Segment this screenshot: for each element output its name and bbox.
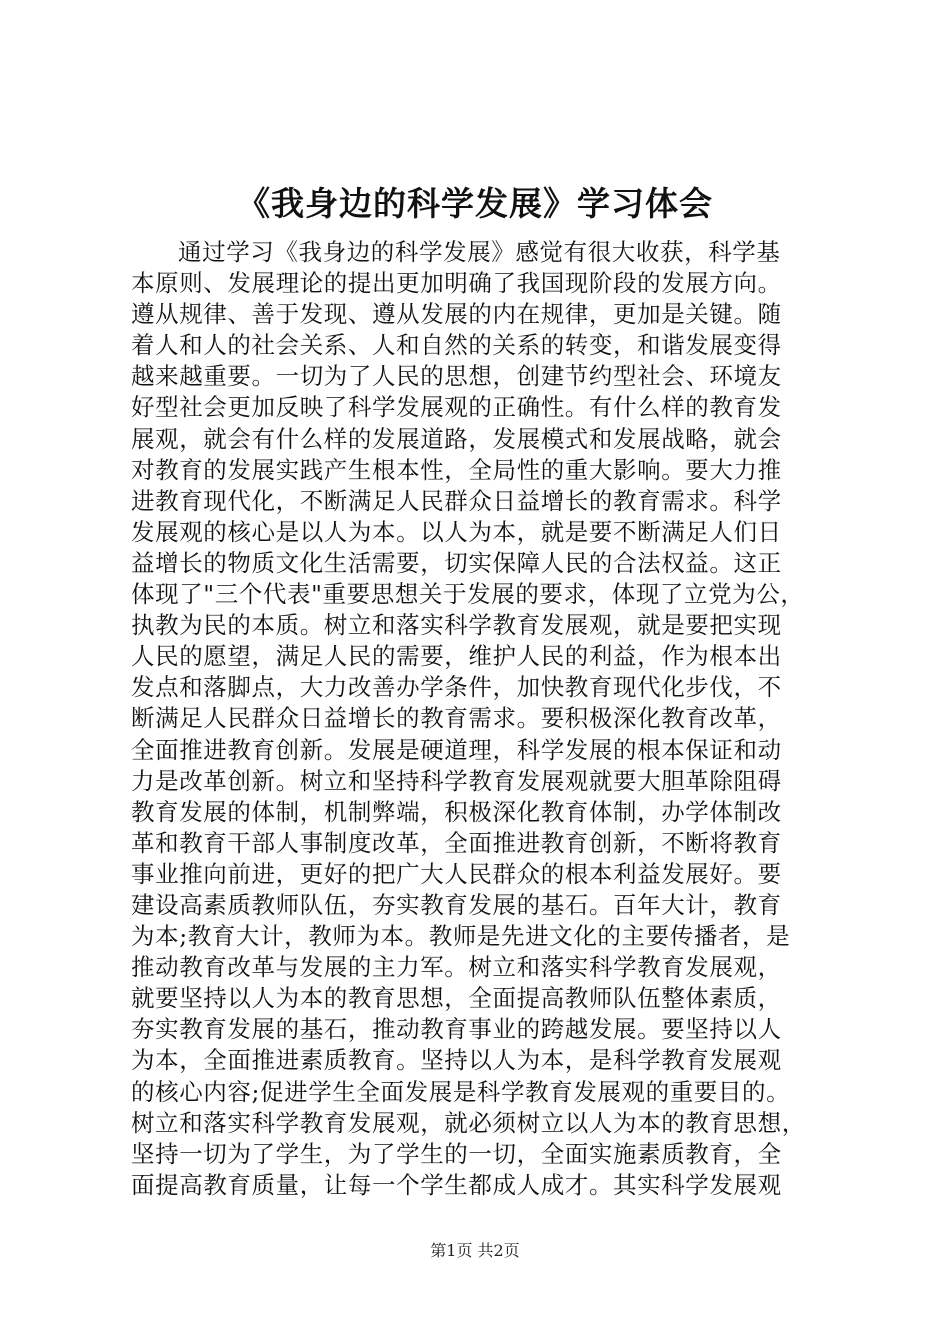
page-title: 《我身边的科学发展》学习体会 (237, 184, 713, 223)
text-line: 遵从规律、善于发现、遵从发展的内在规律，更加是关键。随 (131, 300, 782, 329)
text-line: 进教育现代化，不断满足人民群众日益增长的教育需求。科学 (131, 486, 782, 515)
text-line: 的核心内容;促进学生全面发展是科学教育发展观的重要目的。 (131, 1077, 791, 1106)
text-line: 本原则、发展理论的提出更加明确了我国现阶段的发展方向。 (131, 269, 782, 298)
text-line: 面提高教育质量，让每一个学生都成人成才。其实科学发展观 (131, 1170, 782, 1199)
text-line: 为本;教育大计，教师为本。教师是先进文化的主要传播者，是 (131, 922, 791, 951)
text-line: 推动教育改革与发展的主力军。树立和落实科学教育发展观， (131, 953, 782, 982)
text-line: 事业推向前进，更好的把广大人民群众的根本利益发展好。要 (131, 859, 782, 888)
text-line: 坚持一切为了学生，为了学生的一切，全面实施素质教育，全 (131, 1139, 782, 1168)
text-line: 全面推进教育创新。发展是硬道理，科学发展的根本保证和动 (131, 735, 782, 764)
text-line: 着人和人的社会关系、人和自然的关系的转变，和谐发展变得 (131, 331, 782, 360)
text-line: 发点和落脚点，大力改善办学条件，加快教育现代化步伐，不 (131, 673, 782, 702)
text-line: 教育发展的体制，机制弊端，积极深化教育体制，办学体制改 (131, 797, 782, 826)
text-line: 就要坚持以人为本的教育思想，全面提高教师队伍整体素质， (131, 984, 782, 1013)
text-line: 建设高素质教师队伍，夯实教育发展的基石。百年大计，教育 (131, 890, 782, 919)
text-line: 展观，就会有什么样的发展道路，发展模式和发展战略，就会 (131, 424, 782, 453)
text-line: 力是改革创新。树立和坚持科学教育发展观就要大胆革除阻碍 (131, 766, 782, 795)
text-line: 树立和落实科学教育发展观，就必须树立以人为本的教育思想， (131, 1108, 806, 1137)
text-line: 为本，全面推进素质教育。坚持以人为本，是科学教育发展观 (131, 1046, 782, 1075)
text-line: 对教育的发展实践产生根本性，全局性的重大影响。要大力推 (131, 455, 782, 484)
text-line: 越来越重要。一切为了人民的思想，创建节约型社会、环境友 (131, 362, 782, 391)
text-line: 夯实教育发展的基石，推动教育事业的跨越发展。要坚持以人 (131, 1015, 782, 1044)
text-line: 通过学习《我身边的科学发展》感觉有很大收获，科学基 (178, 238, 781, 266)
body-text (131, 237, 831, 1201)
text-line: 体现了"三个代表"重要思想关于发展的要求，体现了立党为公， (131, 580, 805, 609)
text-line: 益增长的物质文化生活需要，切实保障人民的合法权益。这正 (131, 548, 782, 577)
text-line: 人民的愿望，满足人民的需要，维护人民的利益，作为根本出 (131, 642, 782, 671)
page-number: 第1页 共2页 (430, 1241, 520, 1260)
text-line: 执教为民的本质。树立和落实科学教育发展观，就是要把实现 (131, 611, 782, 640)
text-line: 好型社会更加反映了科学发展观的正确性。有什么样的教育发 (131, 393, 782, 422)
text-line: 发展观的核心是以人为本。以人为本，就是要不断满足人们日 (131, 517, 782, 546)
text-line: 革和教育干部人事制度改革，全面推进教育创新，不断将教育 (131, 828, 782, 857)
text-line: 断满足人民群众日益增长的教育需求。要积极深化教育改革， (131, 704, 782, 733)
